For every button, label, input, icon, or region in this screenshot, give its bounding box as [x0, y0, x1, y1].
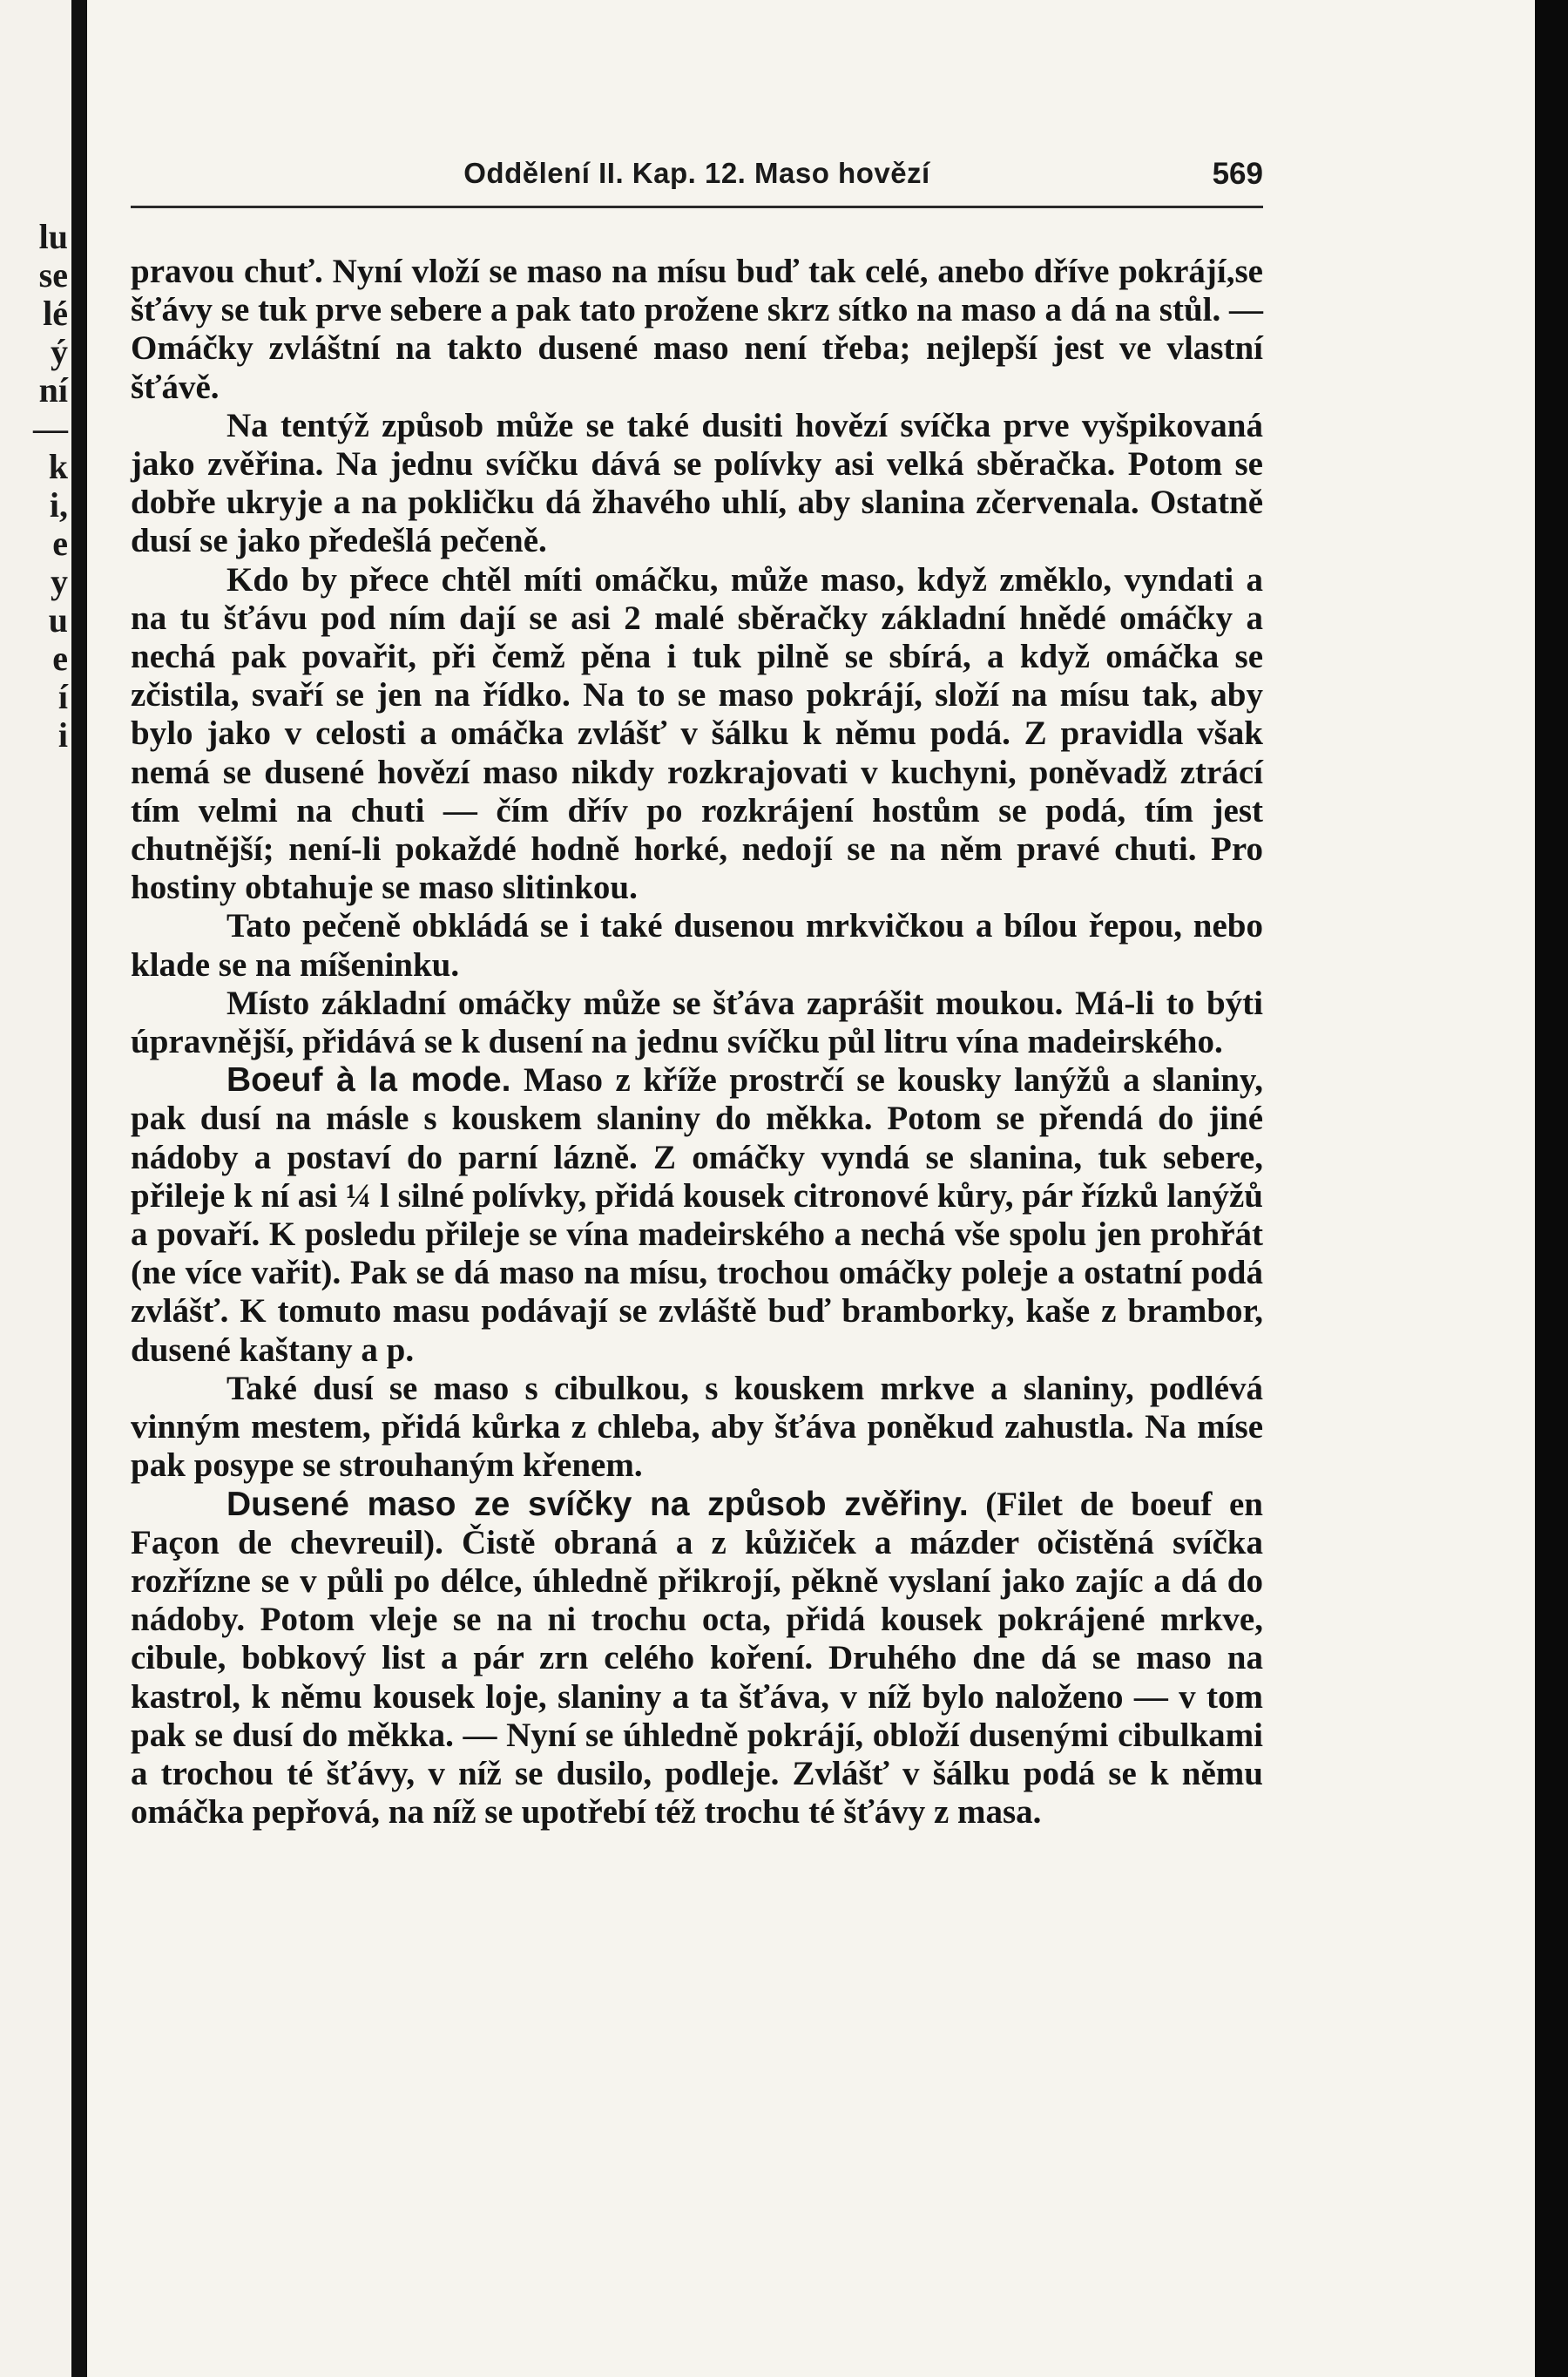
- paragraph: [131, 253, 1263, 407]
- body-text: [131, 253, 1263, 1832]
- fragment: —: [33, 409, 68, 448]
- fragment: e: [52, 524, 68, 563]
- fragment: í: [57, 677, 68, 716]
- paragraph-text: (Filet de boeuf en Façon de chevreuil). Čistě obraná a z kůžiček a mázder očistěná svíčka rozřízne se v půli po délce, úhledně přikrojí, pěkně vyslaní jako zajíc a dá do nádoby. Potom vleje se na ni trochu octa, přidá kousek pokrájené mrkve, cibule, bobkový list a pár zrn celého koření. Druhého dne dá se maso na kastrol, k němu kousek loje, slaniny a ta šťáva, v níž bylo naloženo — v tom pak se dusí do měkka. — Nyní se úhledně pokrájí, obloží dusenými cibulkami a trochou té šťávy, v níž se dusilo, podleje. Zvlášť v šálku podá se k němu omáčka pepřová, na níž se upotřebí též trochu té šťávy z masa.: [131, 1485, 1263, 1832]
- paragraph: [131, 1370, 1263, 1486]
- fragment: u: [48, 600, 68, 640]
- paragraph: [131, 1486, 1263, 1832]
- paragraph-text: Místo základní omáčky může se šťáva zaprášit moukou. Má-li to býti úpravnější, přidává se k dusení na jednu svíčku půl litru vína madeirského.: [131, 984, 1263, 1061]
- recipe-title: Boeuf à la mode.: [226, 1061, 511, 1100]
- paragraph-text: pravou chuť. Nyní vloží se maso na mísu buď tak celé, anebo dříve pokrájí,se šťávy se tuk prve sebere a pak tato prožene skrz sítko na maso a dá na stůl. — Omáčky zvláštní na takto dusené maso není třeba; nejlepší jest ve vlastní šťávě.: [131, 253, 1263, 406]
- paragraph-text: Maso z kříže prostrčí se kousky lanýžů a slaniny, pak dusí na másle s kouskem slaniny do měkka. Potom se přendá do jiné nádoby a postaví do parní lázně. Z omáčky vyndá se slanina, tuk sebere, přileje k ní asi ¼ l silné polívky, přidá kousek citronové kůry, pár řízků lanýžů a povaří. K posledu přileje se vína madeirského a nechá vše spolu jen prohřát (ne více vařit). Pak se dá maso na mísu, trochou omáčky poleje a ostatní podá zvlášť. K tomuto masu podávají se zvláště buď bramborky, kaše z brambor, dusené kaštany a p.: [131, 1061, 1263, 1369]
- paragraph-text: Také dusí se maso s cibulkou, s kouskem mrkve a slaniny, podlévá vinným mestem, přidá kůrka z chleba, aby šťáva poněkud zahustla. Na míse pak posype se strouhaným křenem.: [131, 1369, 1263, 1485]
- fragment: i: [57, 715, 68, 755]
- fragment: ý: [51, 332, 68, 371]
- book-gutter: [71, 0, 87, 2377]
- previous-page-fragments: [0, 218, 71, 755]
- fragment: e: [52, 639, 68, 678]
- paragraph: [131, 407, 1263, 561]
- page-number: 569: [1212, 157, 1263, 191]
- header-rule: [131, 206, 1263, 208]
- paragraph: [131, 985, 1263, 1061]
- previous-page-strip: [0, 0, 71, 2377]
- fragment: lé: [43, 294, 68, 333]
- fragment: lu: [38, 217, 68, 256]
- fragment: y: [51, 562, 68, 601]
- paragraph: [131, 561, 1263, 908]
- running-title: Oddělení II. Kap. 12. Maso hovězí: [463, 157, 930, 189]
- fragment: k: [48, 447, 68, 486]
- paragraph-text: Tato pečeně obkládá se i také dusenou mrkvičkou a bílou řepou, nebo klade se na míšeninku.: [131, 907, 1263, 984]
- fragment: ní: [38, 370, 68, 410]
- page-edge-shadow: [1535, 0, 1568, 2377]
- paragraph-text: Na tentýž způsob může se také dusiti hovězí svíčka prve vyšpikovaná jako zvěřina. Na jednu svíčku dává se polívky asi velká sběračka. Potom se dobře ukryje a na pokličku dá žhavého uhlí, aby slanina zčervenala. Ostatně dusí se jako předešlá pečeně.: [131, 406, 1263, 560]
- fragment: i,: [49, 485, 68, 525]
- recipe-title: Dusené maso ze svíčky na způsob zvěřiny.: [226, 1485, 969, 1523]
- paragraph-text: Kdo by přece chtěl míti omáčku, může maso, když změklo, vyndati a na tu šťávu pod ním dají se asi 2 malé sběračky základní hnědé omáčky a nechá pak povařit, při čemž pěna i tuk pilně se sbírá, a když omáčka se zčistila, svaří se jen na řídko. Na to se maso pokrájí, složí na mísu tak, aby bylo jako v celosti a omáčka zvlášť v šálku k němu podá. Z pravidla však nemá se dusené hovězí maso nikdy rozkrajovati v kuchyni, poněvadž ztrácí tím velmi na chuti — čím dřív po rozkrájení hostům se podá, tím jest chutnější; není-li pokaždé hodně horké, nedojí se na něm pravé chuti. Pro hostiny obtahuje se maso slitinkou.: [131, 560, 1263, 907]
- fragment: se: [38, 255, 68, 295]
- running-head: [131, 157, 1263, 199]
- paragraph: [131, 1061, 1263, 1370]
- paragraph: [131, 907, 1263, 984]
